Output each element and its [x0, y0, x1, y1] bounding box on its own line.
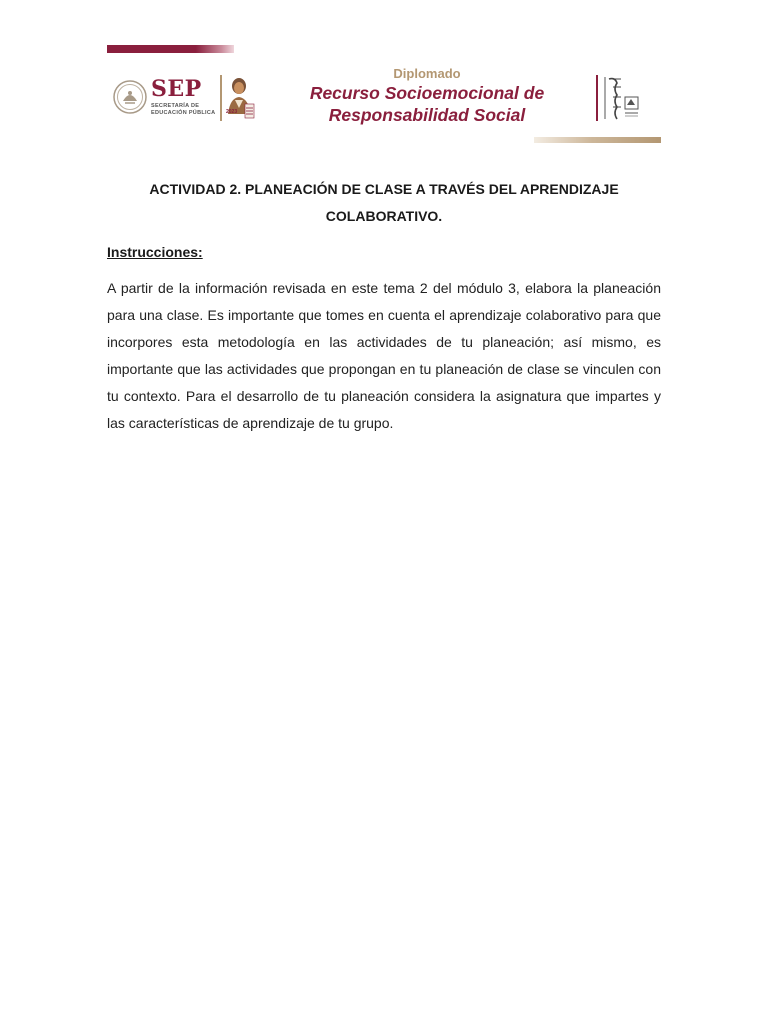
- sep-logo-word: SEP: [151, 76, 202, 102]
- document-header: [107, 60, 661, 130]
- header-divider-right: [596, 75, 598, 121]
- course-title-line-2: Responsabilidad Social: [328, 105, 526, 125]
- sep-logo: [151, 78, 215, 117]
- instructions-heading: Instrucciones:: [107, 244, 203, 260]
- activity-title-line-1: ACTIVIDAD 2. PLANEACIÓN DE CLASE A TRAVÉS DEL APRENDIZAJE: [149, 181, 619, 197]
- year-tag: 2023: [226, 109, 238, 115]
- sep-logo-subtitle-2: EDUCACIÓN PÚBLICA: [151, 110, 216, 116]
- activity-title: [107, 176, 661, 230]
- header-divider-left: [220, 75, 222, 121]
- course-title-line-1: Recurso Socioemocional de: [309, 83, 545, 103]
- header-accent-bar-top: [107, 45, 234, 53]
- unam-shield-icon: [601, 75, 641, 121]
- header-accent-bar-bottom: [534, 137, 661, 143]
- diploma-title-block: [282, 66, 572, 126]
- activity-title-line-2: COLABORATIVO.: [325, 208, 443, 224]
- sep-logo-subtitle-1: SECRETARÍA DE: [151, 103, 200, 109]
- diploma-label: Diplomado: [393, 66, 461, 81]
- instructions-paragraph: A partir de la información revisada en este tema 2 del módulo 3, elabora la planeación para una clase. Es importante que tomes en cuenta el aprendizaje colaborativo para que incorpores esta metodología en las actividades de tu planeación; así mismo, es importante que las actividades que propongan en tu planeación de clase se vinculen con tu contexto. Para el desarrollo de tu planeación considera la asignatura que impartes y las características de aprendizaje de tu grupo.: [107, 280, 661, 431]
- mexico-seal-icon: [113, 80, 147, 114]
